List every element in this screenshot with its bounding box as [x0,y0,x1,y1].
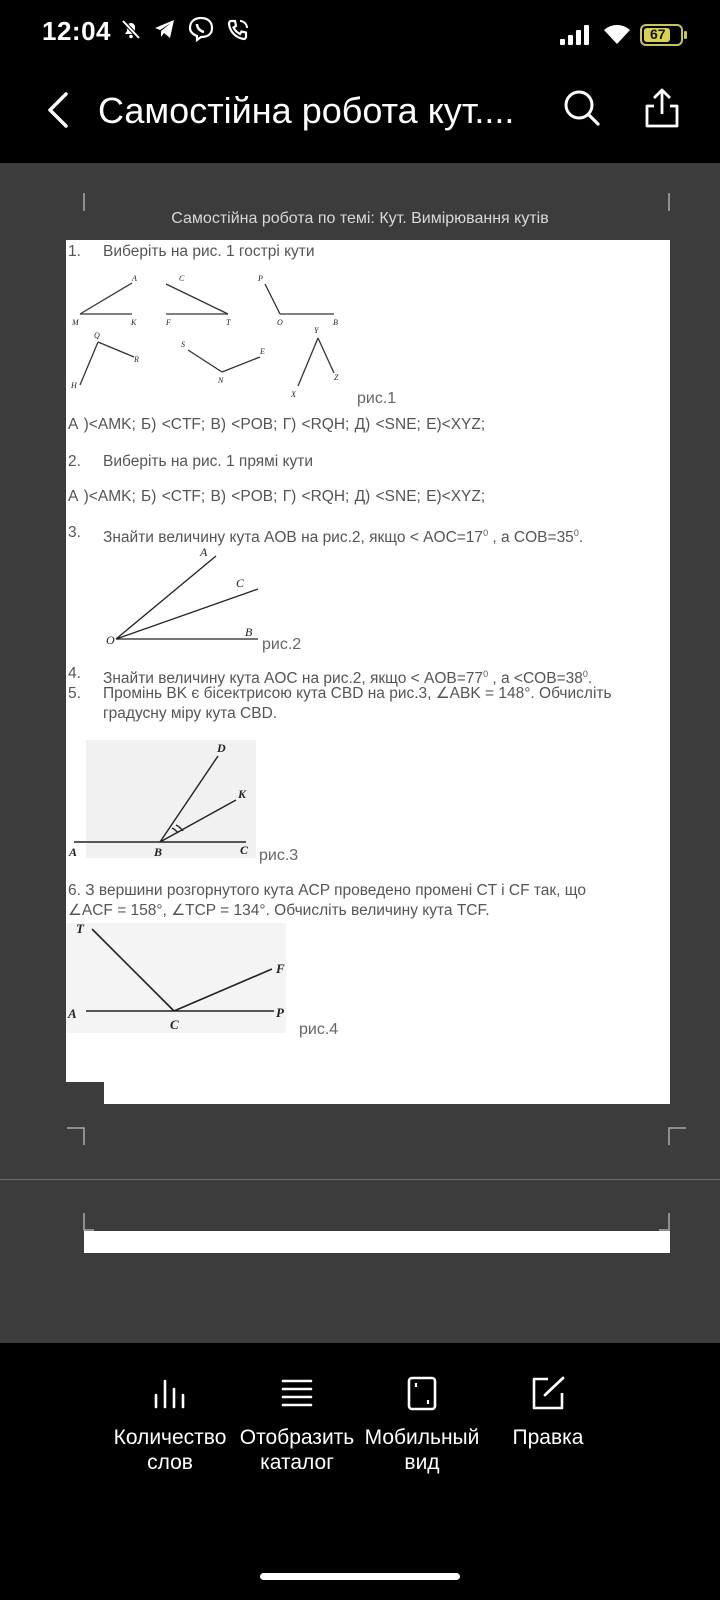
chevron-left-icon[interactable] [44,90,72,130]
question-text: . [587,670,593,688]
question-1 [68,242,648,262]
toolbar-label: слов [147,1451,193,1474]
signal-icon [560,25,594,47]
fig1-label: C [179,274,185,283]
figure-1 [66,270,426,405]
crop-mark [76,1213,94,1231]
superscript: 0 [582,669,588,679]
fig2-label: B [245,625,253,639]
fig1-label: Z [334,373,339,382]
edit-icon [528,1375,568,1411]
crop-mark [659,1213,677,1231]
figure-3-caption: рис.3 [259,847,299,864]
toolbar-label: Количество [113,1426,227,1449]
fig4-label: F [276,961,285,976]
page-notch [66,1082,104,1106]
call-icon [226,18,250,42]
search-icon[interactable] [562,88,602,130]
figure-3 [66,738,266,862]
fig4-label: A [68,1006,77,1021]
question-number: 1. [68,243,81,260]
figure-2-caption: рис.2 [262,636,302,653]
list-icon [277,1375,317,1411]
battery-icon [640,24,683,46]
fig3-label: C [240,843,249,857]
toolbar-label: Правка [512,1426,584,1449]
fig3-label: D [217,741,226,755]
app-header [0,70,720,164]
question-number: 5. [68,685,81,702]
fig1-label: O [277,318,283,327]
bar-chart-icon [150,1375,190,1411]
bottom-toolbar [0,1343,720,1503]
telegram-icon [153,18,177,40]
question-2-options: А )<AMK; Б) <CTF; В) <POB; Г) <RQH; Д) <SNE; Е)<XYZ; [68,488,486,505]
fig3-label: A [69,845,78,859]
figure-2 [96,545,296,650]
document-title: Самостійна робота кут.... [98,90,515,131]
question-text: Знайти величину кута AOC на рис.2, якщо < AOB=77 [103,670,484,688]
fig4-label: P [276,1005,284,1020]
fig4-label: C [170,1017,179,1032]
question-text: . [578,529,584,547]
question-2 [68,452,648,472]
question-text: Знайти величину кута AOB на рис.2, якщо < AOC=17 [103,529,484,547]
wifi-icon [603,24,631,46]
toolbar-label: вид [404,1451,440,1474]
document-viewer[interactable] [0,163,720,1343]
document-page [66,240,670,1104]
fig1-label: P [258,274,263,283]
fig1-label: E [260,347,265,356]
fig3-label: B [154,845,163,859]
question-4 [68,664,658,688]
share-icon[interactable] [644,86,680,130]
fig1-label: M [72,318,79,327]
status-bar [0,0,720,70]
figure-4-caption: рис.4 [299,1021,339,1038]
superscript: 0 [483,669,489,679]
fig3-label: K [238,787,247,801]
question-text: Виберіть на рис. 1 гострі кути [103,243,315,260]
mobile-view-button[interactable] [359,1375,485,1475]
show-catalog-button[interactable] [234,1375,360,1475]
fig1-label: T [226,318,231,327]
fig1-label: H [71,381,77,390]
question-5 [68,684,668,724]
mobile-view-icon [402,1375,442,1411]
question-number: 4. [68,665,81,682]
question-6 [68,881,668,921]
question-text: 6. З вершини розгорнутого кута ACP проведено промені CT і CF так, що [68,882,586,899]
superscript: 0 [573,528,579,538]
fig1-label: Y [314,326,319,335]
question-number: 2. [68,453,81,470]
home-indicator[interactable] [260,1573,460,1580]
battery-level: 67 [650,26,666,42]
fig1-label: F [166,318,171,327]
edit-button[interactable] [485,1375,611,1450]
toolbar-label: Отобразить [239,1426,355,1449]
crop-mark [668,193,686,211]
fig4-label: T [76,921,84,936]
superscript: 0 [483,528,489,538]
toolbar-label: Мобильный [364,1426,480,1449]
fig1-label: K [131,318,137,327]
fig1-label: N [218,376,224,385]
fig2-label: A [200,545,208,559]
fig1-label: A [132,274,137,283]
crop-mark [668,1127,686,1145]
question-text: Промінь BK є бісектрисою кута CBD на рис.3, ∠ABK = 148°. Обчисліть [103,685,612,702]
document-page-2 [84,1231,670,1253]
toolbar-label: каталог [260,1451,334,1474]
fig1-label: S [181,340,185,349]
page-title: Самостійна робота по темі: Кут. Вимірювання кутів [171,210,549,227]
status-time: 12:04 [42,16,111,46]
question-text: градусну міру кута CBD. [103,705,278,722]
figure-4 [66,921,296,1036]
mute-bell-icon [120,18,142,40]
word-count-button[interactable] [107,1375,233,1475]
question-number: 3. [68,524,81,541]
question-text: ∠ACF = 158°, ∠TCP = 134°. Обчисліть величину кута TCF. [68,902,490,919]
fig1-label: B [333,318,338,327]
fig1-label: Q [94,331,100,340]
question-text: Виберіть на рис. 1 прямі кути [103,453,314,470]
fig1-label: X [291,390,296,399]
figure-1-caption: рис.1 [357,390,397,407]
crop-mark [67,193,85,211]
fig2-label: O [106,633,115,647]
fig1-label: R [134,355,139,364]
question-text: , а <COB=38 [488,670,583,688]
page-separator [0,1179,720,1180]
fig2-label: C [236,576,245,590]
question-3 [68,523,658,547]
question-text: , а COB=35 [488,529,574,547]
crop-mark [67,1127,85,1145]
question-1-options: А )<AMK; Б) <CTF; В) <POB; Г) <RQH; Д) <SNE; Е)<XYZ; [68,416,486,433]
viber-icon [188,16,214,42]
